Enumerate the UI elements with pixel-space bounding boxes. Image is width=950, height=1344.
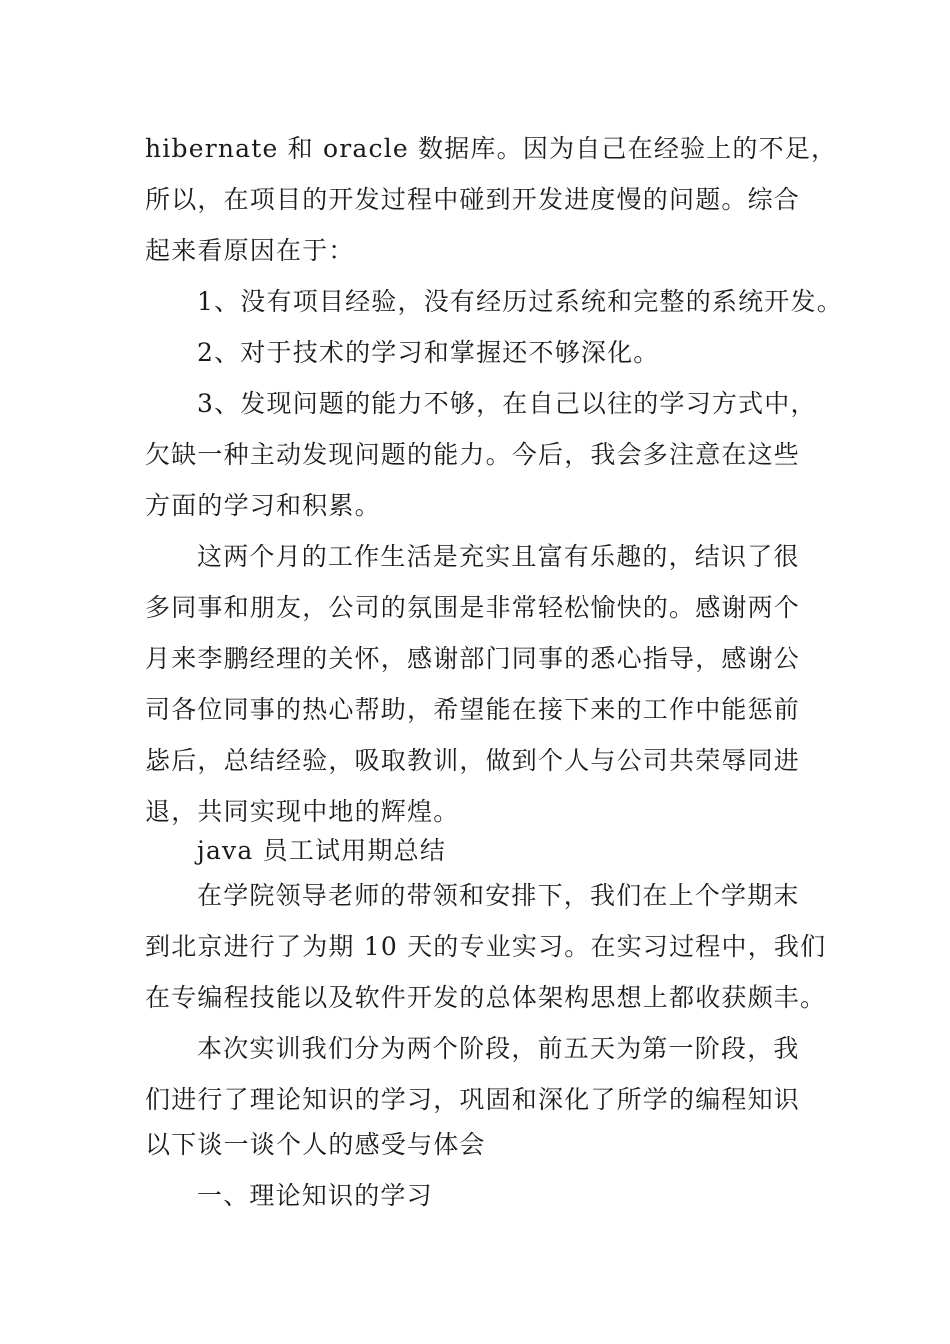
paragraph-internship-start: 在学院领导老师的带领和安排下，我们在上个学期末 (197, 881, 800, 910)
text-line-20: 们进行了理论知识的学习，巩固和深化了所学的编程知识 (145, 1085, 801, 1114)
text-line-11: 月来李鹏经理的关怀，感谢部门同事的悉心指导，感谢公 (145, 644, 801, 673)
paragraph-training-start: 本次实训我们分为两个阶段，前五天为第一阶段，我 (197, 1034, 800, 1063)
section-heading-theory: 一、理论知识的学习 (197, 1181, 433, 1210)
text-line-3: 起来看原因在于： (145, 236, 355, 265)
text-line-14: 退，共同实现中地的辉煌。 (145, 797, 460, 826)
list-item-2: 2、对于技术的学习和掌握还不够深化。 (197, 338, 660, 367)
text-line-18: 在专编程技能以及软件开发的总体架构思想上都收获颇丰。 (145, 983, 827, 1012)
text-line-21: 以下谈一谈个人的感受与体会 (145, 1130, 486, 1159)
text-line-7: 欠缺一种主动发现问题的能力。今后，我会多注意在这些 (145, 440, 801, 469)
text-line-17: 到北京进行了为期 10 天的专业实习。在实习过程中，我们 (145, 932, 827, 961)
text-line-1: hibernate 和 oracle 数据库。因为自己在经验上的不足， (145, 134, 838, 163)
text-line-12: 司各位同事的热心帮助，希望能在接下来的工作中能惩前 (145, 695, 801, 724)
paragraph-thanks-start: 这两个月的工作生活是充实且富有乐趣的，结识了很 (197, 542, 800, 571)
text-line-8: 方面的学习和积累。 (145, 491, 381, 520)
list-item-3: 3、发现问题的能力不够，在自己以往的学习方式中， (197, 389, 817, 418)
section-heading-java-summary: java 员工试用期总结 (197, 836, 447, 865)
list-item-1: 1、没有项目经验，没有经历过系统和完整的系统开发。 (197, 287, 843, 316)
text-line-13: 毖后，总结经验，吸取教训，做到个人与公司共荣辱同进 (145, 746, 801, 775)
text-line-2: 所以，在项目的开发过程中碰到开发进度慢的问题。综合 (145, 185, 801, 214)
text-line-10: 多同事和朋友，公司的氛围是非常轻松愉快的。感谢两个 (145, 593, 801, 622)
